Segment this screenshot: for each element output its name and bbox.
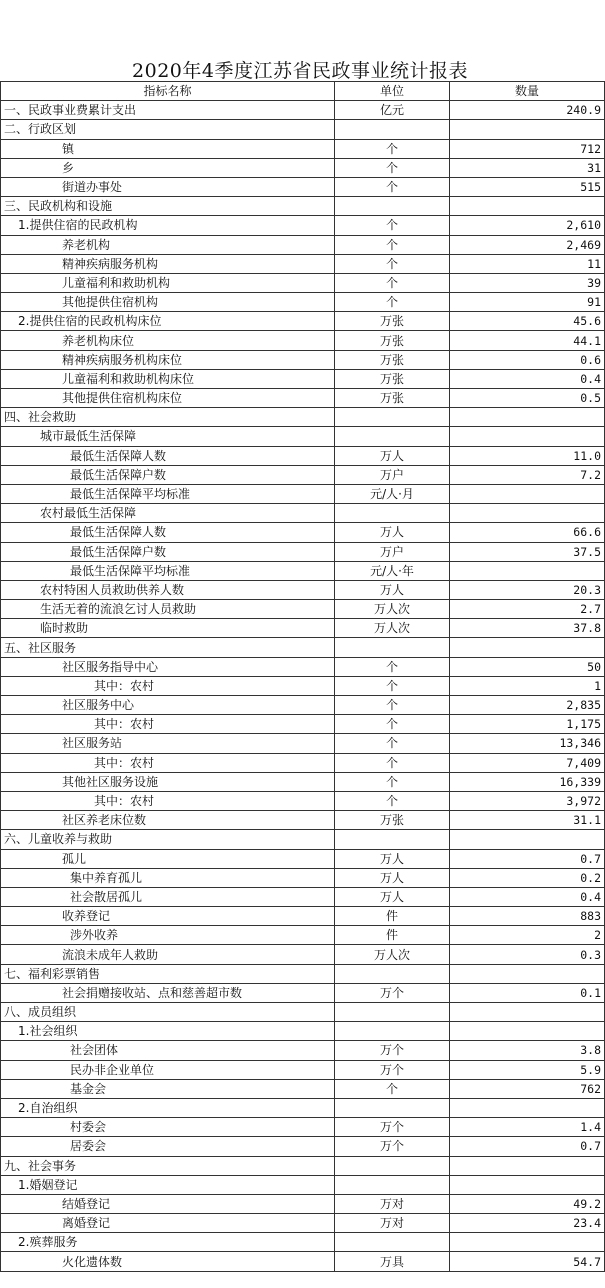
table-row xyxy=(1,389,605,408)
table-row xyxy=(1,887,605,906)
row-qty xyxy=(450,1156,605,1175)
row-unit: 元/人·月 xyxy=(335,484,450,503)
row-unit: 万张 xyxy=(335,312,450,331)
table-row xyxy=(1,715,605,734)
row-name: 农村最低生活保障 xyxy=(1,504,335,523)
row-name: 养老机构 xyxy=(1,235,335,254)
table-row xyxy=(1,254,605,273)
table-row xyxy=(1,734,605,753)
table-row xyxy=(1,945,605,964)
row-name: 结婚登记 xyxy=(1,1194,335,1213)
table-row xyxy=(1,158,605,177)
table-row xyxy=(1,484,605,503)
row-unit: 万个 xyxy=(335,1137,450,1156)
table-row xyxy=(1,811,605,830)
row-qty: 2,610 xyxy=(450,216,605,235)
row-name: 精神疾病服务机构 xyxy=(1,254,335,273)
table-row xyxy=(1,1252,605,1271)
row-name: 1.社会组织 xyxy=(1,1022,335,1041)
row-qty xyxy=(450,408,605,427)
row-name: 社区服务指导中心 xyxy=(1,657,335,676)
row-qty: 5.9 xyxy=(450,1060,605,1079)
row-qty: 31.1 xyxy=(450,811,605,830)
table-row xyxy=(1,696,605,715)
row-unit: 个 xyxy=(335,158,450,177)
row-name: 儿童福利和救助机构床位 xyxy=(1,369,335,388)
table-row xyxy=(1,638,605,657)
row-unit xyxy=(335,1003,450,1022)
row-name: 社会散居孤儿 xyxy=(1,887,335,906)
row-name: 二、行政区划 xyxy=(1,120,335,139)
row-name: 2.提供住宿的民政机构床位 xyxy=(1,312,335,331)
table-row xyxy=(1,849,605,868)
table-row xyxy=(1,427,605,446)
row-name: 生活无着的流浪乞讨人员救助 xyxy=(1,600,335,619)
row-qty: 762 xyxy=(450,1079,605,1098)
row-qty: 13,346 xyxy=(450,734,605,753)
table-row xyxy=(1,1098,605,1117)
table-row xyxy=(1,369,605,388)
row-name: 城市最低生活保障 xyxy=(1,427,335,446)
row-unit: 万人 xyxy=(335,523,450,542)
table-row xyxy=(1,772,605,791)
row-name: 社区养老床位数 xyxy=(1,811,335,830)
row-unit: 个 xyxy=(335,715,450,734)
row-qty: 0.7 xyxy=(450,1137,605,1156)
row-qty: 3.8 xyxy=(450,1041,605,1060)
table-row xyxy=(1,465,605,484)
table-row xyxy=(1,1194,605,1213)
row-name: 流浪未成年人救助 xyxy=(1,945,335,964)
row-unit: 万人 xyxy=(335,580,450,599)
row-unit: 万人 xyxy=(335,446,450,465)
row-qty: 515 xyxy=(450,177,605,196)
row-qty xyxy=(450,964,605,983)
row-unit xyxy=(335,120,450,139)
row-qty: 50 xyxy=(450,657,605,676)
row-qty: 31 xyxy=(450,158,605,177)
row-unit: 万对 xyxy=(335,1214,450,1233)
row-unit: 个 xyxy=(335,657,450,676)
row-name: 一、民政事业费累计支出 xyxy=(1,101,335,120)
table-row xyxy=(1,293,605,312)
row-unit: 件 xyxy=(335,926,450,945)
row-unit: 个 xyxy=(335,293,450,312)
row-name: 居委会 xyxy=(1,1137,335,1156)
row-unit: 万个 xyxy=(335,1060,450,1079)
table-row xyxy=(1,542,605,561)
row-name: 最低生活保障人数 xyxy=(1,523,335,542)
row-name: 1.婚姻登记 xyxy=(1,1175,335,1194)
row-name: 社区服务站 xyxy=(1,734,335,753)
row-qty: 240.9 xyxy=(450,101,605,120)
row-qty: 0.5 xyxy=(450,389,605,408)
row-name: 乡 xyxy=(1,158,335,177)
table-row xyxy=(1,312,605,331)
header-qty: 数量 xyxy=(450,82,605,101)
table-row xyxy=(1,1118,605,1137)
table-row xyxy=(1,907,605,926)
row-qty: 2.7 xyxy=(450,600,605,619)
row-qty: 37.8 xyxy=(450,619,605,638)
row-name: 最低生活保障平均标准 xyxy=(1,484,335,503)
table-row xyxy=(1,1003,605,1022)
row-name: 临时救助 xyxy=(1,619,335,638)
row-qty: 66.6 xyxy=(450,523,605,542)
row-name: 其他提供住宿机构 xyxy=(1,293,335,312)
table-row xyxy=(1,197,605,216)
table-row xyxy=(1,177,605,196)
table-row xyxy=(1,1079,605,1098)
table-row xyxy=(1,216,605,235)
table-row xyxy=(1,791,605,810)
row-name: 2.殡葬服务 xyxy=(1,1233,335,1252)
row-unit: 个 xyxy=(335,1079,450,1098)
row-unit xyxy=(335,1098,450,1117)
row-qty xyxy=(450,1233,605,1252)
row-qty xyxy=(450,561,605,580)
row-unit: 亿元 xyxy=(335,101,450,120)
row-unit: 个 xyxy=(335,791,450,810)
row-qty xyxy=(450,1175,605,1194)
row-unit: 个 xyxy=(335,139,450,158)
table-row xyxy=(1,1214,605,1233)
row-qty: 0.7 xyxy=(450,849,605,868)
row-unit: 万张 xyxy=(335,369,450,388)
table-row xyxy=(1,676,605,695)
table-row xyxy=(1,1156,605,1175)
table-row xyxy=(1,101,605,120)
row-qty: 39 xyxy=(450,273,605,292)
row-unit: 个 xyxy=(335,216,450,235)
row-qty xyxy=(450,120,605,139)
row-unit: 个 xyxy=(335,254,450,273)
table-row xyxy=(1,1041,605,1060)
row-qty: 20.3 xyxy=(450,580,605,599)
row-qty xyxy=(450,484,605,503)
row-name: 五、社区服务 xyxy=(1,638,335,657)
row-name: 离婚登记 xyxy=(1,1214,335,1233)
row-qty: 23.4 xyxy=(450,1214,605,1233)
table-row xyxy=(1,350,605,369)
table-row xyxy=(1,504,605,523)
row-name: 其中：农村 xyxy=(1,791,335,810)
row-name: 基金会 xyxy=(1,1079,335,1098)
row-unit: 万个 xyxy=(335,1118,450,1137)
table-row xyxy=(1,868,605,887)
row-name: 其他提供住宿机构床位 xyxy=(1,389,335,408)
table-row xyxy=(1,523,605,542)
row-name: 村委会 xyxy=(1,1118,335,1137)
row-unit: 个 xyxy=(335,772,450,791)
row-name: 最低生活保障户数 xyxy=(1,542,335,561)
row-name: 孤儿 xyxy=(1,849,335,868)
row-qty: 1.4 xyxy=(450,1118,605,1137)
table-row xyxy=(1,139,605,158)
row-name: 最低生活保障平均标准 xyxy=(1,561,335,580)
row-unit: 个 xyxy=(335,273,450,292)
row-name: 1.提供住宿的民政机构 xyxy=(1,216,335,235)
row-unit xyxy=(335,830,450,849)
table-row xyxy=(1,1022,605,1041)
row-name: 社会捐赠接收站、点和慈善超市数 xyxy=(1,983,335,1002)
table-row xyxy=(1,983,605,1002)
row-unit: 个 xyxy=(335,676,450,695)
row-unit: 万张 xyxy=(335,331,450,350)
row-unit xyxy=(335,1233,450,1252)
row-unit: 万人 xyxy=(335,887,450,906)
header-name: 指标名称 xyxy=(1,82,335,101)
row-name: 九、社会事务 xyxy=(1,1156,335,1175)
table-row xyxy=(1,830,605,849)
statistics-table xyxy=(0,81,605,1272)
table-row xyxy=(1,1233,605,1252)
row-name: 农村特困人员救助供养人数 xyxy=(1,580,335,599)
table-body xyxy=(1,82,605,1272)
row-qty: 0.4 xyxy=(450,887,605,906)
row-name: 2.自治组织 xyxy=(1,1098,335,1117)
row-qty xyxy=(450,504,605,523)
table-row xyxy=(1,235,605,254)
table-row xyxy=(1,408,605,427)
row-name: 民办非企业单位 xyxy=(1,1060,335,1079)
row-name: 社会团体 xyxy=(1,1041,335,1060)
row-qty: 7.2 xyxy=(450,465,605,484)
row-name: 精神疾病服务机构床位 xyxy=(1,350,335,369)
row-qty: 0.4 xyxy=(450,369,605,388)
row-unit xyxy=(335,1175,450,1194)
row-qty xyxy=(450,197,605,216)
row-name: 四、社会救助 xyxy=(1,408,335,427)
row-unit: 个 xyxy=(335,734,450,753)
row-qty xyxy=(450,1003,605,1022)
row-qty: 54.7 xyxy=(450,1252,605,1271)
row-unit xyxy=(335,1022,450,1041)
row-unit xyxy=(335,964,450,983)
row-unit: 万人次 xyxy=(335,619,450,638)
row-qty: 91 xyxy=(450,293,605,312)
row-unit: 个 xyxy=(335,177,450,196)
row-qty: 37.5 xyxy=(450,542,605,561)
row-unit: 万人次 xyxy=(335,600,450,619)
table-row xyxy=(1,964,605,983)
row-qty: 3,972 xyxy=(450,791,605,810)
row-unit: 个 xyxy=(335,753,450,772)
row-qty: 44.1 xyxy=(450,331,605,350)
row-name: 集中养育孤儿 xyxy=(1,868,335,887)
row-qty: 712 xyxy=(450,139,605,158)
table-row xyxy=(1,273,605,292)
table-row xyxy=(1,600,605,619)
row-name: 其他社区服务设施 xyxy=(1,772,335,791)
row-name: 其中：农村 xyxy=(1,676,335,695)
row-unit xyxy=(335,638,450,657)
table-row xyxy=(1,446,605,465)
row-unit: 元/人·年 xyxy=(335,561,450,580)
row-unit: 个 xyxy=(335,696,450,715)
table-header-row xyxy=(1,82,605,101)
row-qty: 883 xyxy=(450,907,605,926)
row-name: 镇 xyxy=(1,139,335,158)
row-qty xyxy=(450,1022,605,1041)
row-name: 八、成员组织 xyxy=(1,1003,335,1022)
row-qty: 45.6 xyxy=(450,312,605,331)
table-row xyxy=(1,561,605,580)
row-unit: 万张 xyxy=(335,389,450,408)
header-unit: 单位 xyxy=(335,82,450,101)
row-unit: 万人次 xyxy=(335,945,450,964)
row-name: 三、民政机构和设施 xyxy=(1,197,335,216)
row-unit: 万张 xyxy=(335,811,450,830)
row-qty: 2 xyxy=(450,926,605,945)
row-qty xyxy=(450,638,605,657)
row-name: 其中：农村 xyxy=(1,715,335,734)
row-name: 社区服务中心 xyxy=(1,696,335,715)
row-name: 火化遗体数 xyxy=(1,1252,335,1271)
table-row xyxy=(1,926,605,945)
row-name: 养老机构床位 xyxy=(1,331,335,350)
row-qty: 1,175 xyxy=(450,715,605,734)
row-unit: 万对 xyxy=(335,1194,450,1213)
row-unit: 万具 xyxy=(335,1252,450,1271)
row-unit xyxy=(335,1156,450,1175)
row-name: 街道办事处 xyxy=(1,177,335,196)
table-row xyxy=(1,120,605,139)
row-name: 六、儿童收养与救助 xyxy=(1,830,335,849)
row-unit: 万个 xyxy=(335,1041,450,1060)
row-unit xyxy=(335,197,450,216)
row-unit: 万人 xyxy=(335,868,450,887)
row-qty: 1 xyxy=(450,676,605,695)
row-unit: 万人 xyxy=(335,849,450,868)
table-row xyxy=(1,657,605,676)
row-qty: 0.1 xyxy=(450,983,605,1002)
row-qty xyxy=(450,427,605,446)
page-title: 2020年4季度江苏省民政事业统计报表 xyxy=(132,60,468,82)
row-unit: 件 xyxy=(335,907,450,926)
row-name: 最低生活保障户数 xyxy=(1,465,335,484)
row-qty: 0.6 xyxy=(450,350,605,369)
row-qty: 16,339 xyxy=(450,772,605,791)
row-qty: 7,409 xyxy=(450,753,605,772)
table-row xyxy=(1,619,605,638)
row-qty: 11.0 xyxy=(450,446,605,465)
row-qty: 2,835 xyxy=(450,696,605,715)
row-name: 其中：农村 xyxy=(1,753,335,772)
row-qty xyxy=(450,830,605,849)
row-qty xyxy=(450,1098,605,1117)
row-unit: 万张 xyxy=(335,350,450,369)
row-name: 七、福利彩票销售 xyxy=(1,964,335,983)
row-name: 收养登记 xyxy=(1,907,335,926)
row-qty: 0.3 xyxy=(450,945,605,964)
row-name: 最低生活保障人数 xyxy=(1,446,335,465)
row-unit xyxy=(335,504,450,523)
table-row xyxy=(1,1137,605,1156)
row-unit: 万户 xyxy=(335,465,450,484)
row-unit: 万户 xyxy=(335,542,450,561)
row-qty: 49.2 xyxy=(450,1194,605,1213)
row-name: 儿童福利和救助机构 xyxy=(1,273,335,292)
table-row xyxy=(1,331,605,350)
row-unit: 万个 xyxy=(335,983,450,1002)
row-qty: 2,469 xyxy=(450,235,605,254)
table-row xyxy=(1,1060,605,1079)
table-row xyxy=(1,1175,605,1194)
row-qty: 0.2 xyxy=(450,868,605,887)
table-row xyxy=(1,580,605,599)
row-unit: 个 xyxy=(335,235,450,254)
row-name: 涉外收养 xyxy=(1,926,335,945)
table-row xyxy=(1,753,605,772)
row-unit xyxy=(335,408,450,427)
row-unit xyxy=(335,427,450,446)
row-qty: 11 xyxy=(450,254,605,273)
